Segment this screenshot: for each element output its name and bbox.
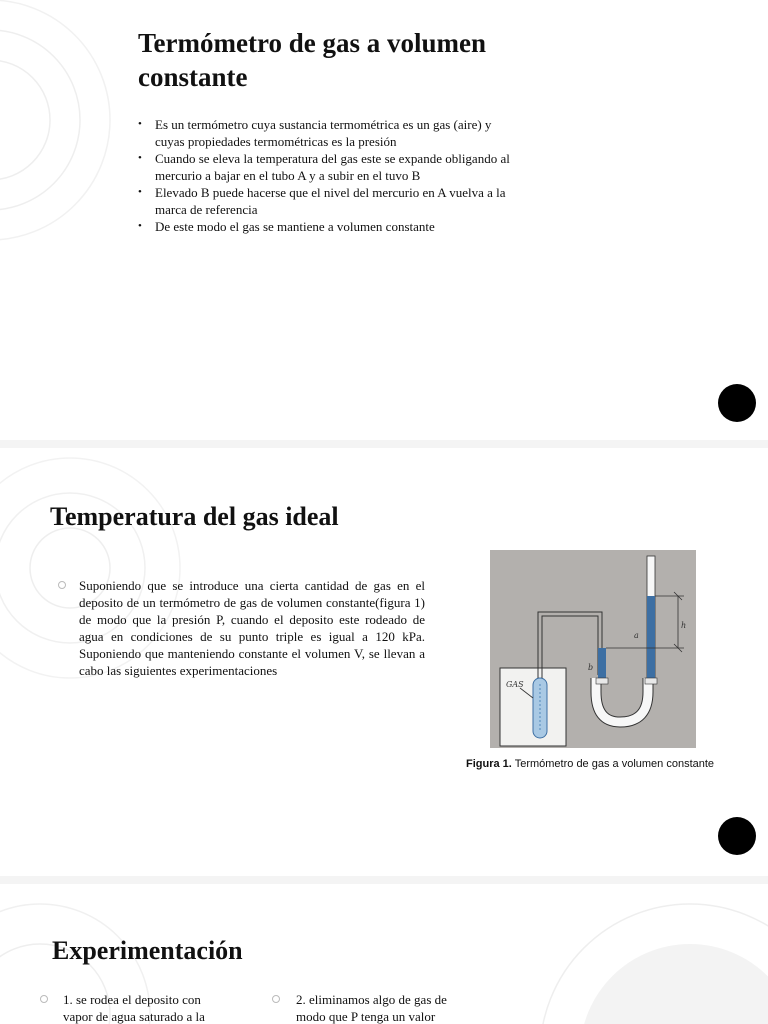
bullet-marker bbox=[58, 581, 66, 589]
slide-title: Temperatura del gas ideal bbox=[50, 502, 339, 531]
bullet-marker bbox=[40, 995, 48, 1003]
thermometer-figure bbox=[490, 550, 696, 748]
slide-title: Experimentación bbox=[52, 936, 243, 965]
bullet-marker bbox=[272, 995, 280, 1003]
bullet-list bbox=[138, 116, 518, 235]
bullet-item: • Es un termómetro cuya sustancia termométrica es un gas (aire) y cuyas propiedades termométricas es la presión bbox=[138, 116, 518, 150]
bullet-item: • Cuando se eleva la temperatura del gas este se expande obligando al mercurio a bajar en el tubo A y a subir en el tuvo B bbox=[138, 150, 518, 184]
body-paragraph: Suponiendo que se introduce una cierta cantidad de gas en el deposito de un termómetro de gas de volumen constante(figura 1) de modo que la presión P, cuando el deposito este rodeado de agua en condiciones de su punto triple es igual a 120 kPa. Suponiendo que manteniendo constante el volumen V, se llevan a cabo las siguientes experimentaciones bbox=[79, 578, 425, 678]
bullet-item: • Elevado B puede hacerse que el nivel del mercurio en A vuelva a la marca de referencia bbox=[138, 184, 518, 218]
decorative-black-dot bbox=[718, 817, 756, 855]
experiment-item-1: 1. se rodea el deposito con vapor de agua saturado a la bbox=[63, 992, 205, 1024]
slide-2 bbox=[0, 448, 768, 876]
label-h: h bbox=[681, 621, 687, 630]
gas-label: GAS bbox=[506, 680, 524, 689]
label-b: b bbox=[588, 663, 594, 672]
slide-3 bbox=[0, 884, 768, 1024]
bullet-item: • De este modo el gas se mantiene a volumen constante bbox=[138, 218, 518, 235]
slide-1 bbox=[0, 0, 768, 440]
decorative-black-dot bbox=[718, 384, 756, 422]
caption-text: Termómetro de gas a volumen constante bbox=[514, 758, 715, 770]
experiment-item-2: 2. eliminamos algo de gas de modo que P tenga un valor bbox=[296, 992, 447, 1024]
slide-title: Termómetro de gas a volumen constante bbox=[138, 28, 486, 92]
label-a: a bbox=[634, 631, 639, 640]
gas-thermometer-diagram bbox=[490, 550, 696, 748]
slide-separator bbox=[0, 440, 768, 448]
figure-caption bbox=[466, 758, 714, 770]
caption-prefix: Figura 1. bbox=[466, 758, 512, 770]
slide-separator bbox=[0, 876, 768, 884]
